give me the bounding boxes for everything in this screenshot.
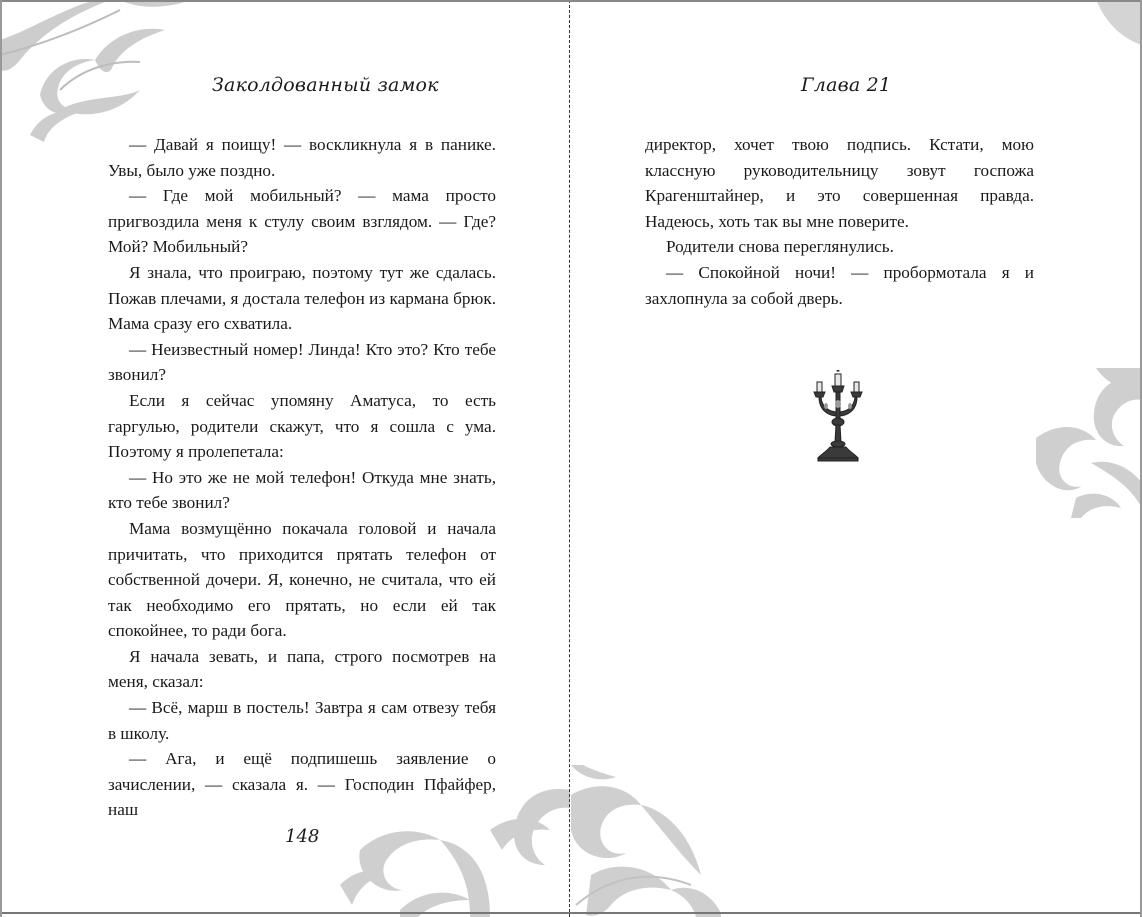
floral-ornament-top-left	[0, 0, 200, 150]
candelabrum-illustration	[806, 370, 870, 462]
page-edge-top	[0, 0, 1142, 2]
paragraph: — Спокойной ночи! — пробормотала я и захлопнула за собой дверь.	[645, 262, 1034, 308]
running-head-book-title: Заколдованный замок	[212, 74, 439, 96]
paragraph: — Всё, марш в постель! Завтра я сам отвезу тебя в школу.	[108, 698, 496, 743]
floral-ornament-bottom-right	[571, 765, 721, 917]
paragraph: — Давай я поищу! — воскликнула я в панике. Увы, было уже поздно.	[108, 135, 496, 180]
paragraph: Я знала, что проиграю, поэтому тут же сдалась. Пожав плечами, я достала телефон из кармана брюк. Мама сразу его схватила.	[108, 262, 496, 334]
paragraph: Родители снова переглянулись.	[666, 237, 894, 257]
left-page	[0, 0, 570, 917]
continued-paragraph: директор, хочет твою подпись. Кстати, мою классную руководительницу зовут госпожа Крагенштайнер, и это совершенная правда. Надеюсь, хоть так вы мне поверите.	[645, 135, 1034, 231]
paragraph: — Неизвестный номер! Линда! Кто это? Кто тебе звонил?	[108, 339, 496, 385]
right-page	[571, 0, 1142, 917]
left-page-text	[108, 132, 496, 823]
right-page-text	[645, 132, 1034, 311]
paragraph: Если я сейчас упомяну Аматуса, то есть гаргулью, родители скажут, что я сошла с ума. Поэтому я пролепетала:	[108, 390, 496, 462]
page-number: 148	[285, 826, 320, 847]
paragraph: — Ага, и ещё подпишешь заявление о зачислении, — сказала я. — Господин Пфайфер, наш	[108, 749, 496, 820]
running-head-chapter: Глава 21	[801, 74, 892, 96]
paragraph: Я начала зевать, и папа, строго посмотрев на меня, сказал:	[108, 646, 496, 692]
floral-ornament-bottom-left	[340, 770, 570, 917]
gutter-fold-line	[569, 0, 570, 917]
floral-ornament-top-right	[1041, 0, 1142, 70]
floral-ornament-right-middle	[1036, 368, 1142, 518]
page-edge-bottom	[0, 912, 1142, 914]
paragraph: — Но это же не мой телефон! Откуда мне знать, кто тебе звонил?	[108, 467, 496, 513]
paragraph: — Где мой мобильный? — мама просто пригвоздила меня к стулу своим взглядом. — Где? Мой? Мобильный?	[108, 186, 496, 257]
paragraph: Мама возмущённо покачала головой и начала причитать, что приходится прятать телефон от собственной дочери. Я, конечно, не считала, что ей так необходимо его прятать, но если ей так спокойнее, то ради бога.	[108, 518, 496, 641]
page-edge-left	[0, 0, 2, 917]
